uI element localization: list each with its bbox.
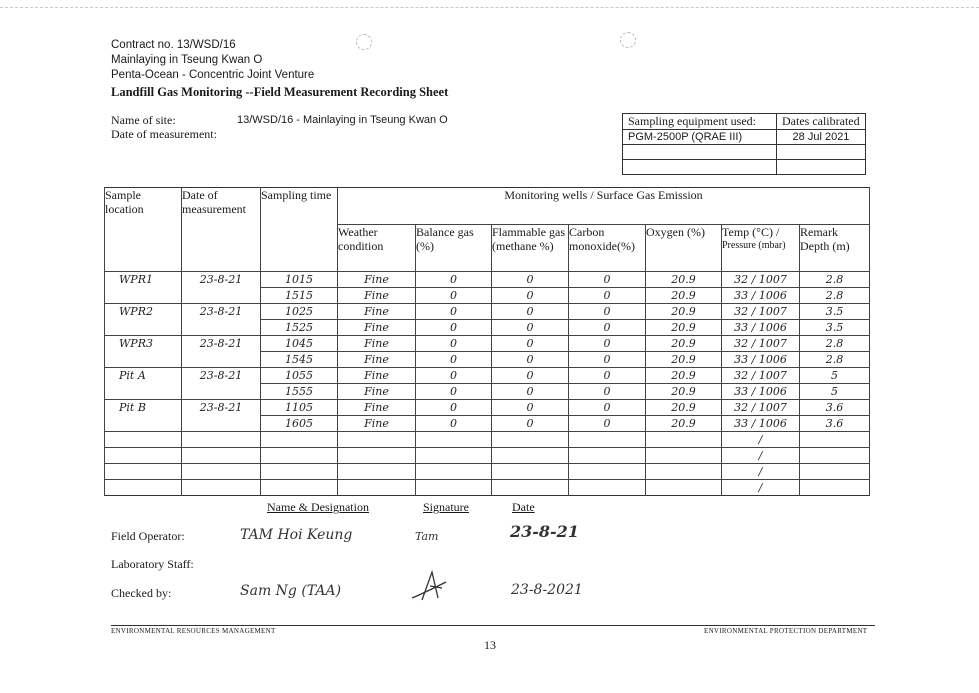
calibration-header: Dates calibrated: [777, 114, 866, 130]
flammable-gas-cell: 0: [492, 416, 569, 432]
time-cell: 1045: [261, 336, 338, 352]
equipment-header: Sampling equipment used:: [623, 114, 777, 130]
location-cell: [105, 448, 182, 464]
temp-pressure-cell: 33 / 1006: [722, 416, 800, 432]
oxygen-cell: 20.9: [646, 352, 722, 368]
location-cell: [105, 384, 182, 400]
date-cell: 23-8-21: [182, 304, 261, 320]
location-cell: [105, 352, 182, 368]
monitoring-group-header: Monitoring wells / Surface Gas Emission: [338, 188, 870, 225]
table-row: [105, 288, 870, 304]
table-row: [105, 400, 870, 416]
remark-depth-cell: [800, 432, 870, 448]
remark-depth-cell: 2.8: [800, 288, 870, 304]
footer-right: ENVIRONMENTAL PROTECTION DEPARTMENT: [704, 627, 868, 635]
equipment-cell: [623, 145, 777, 160]
carbon-monoxide-cell: 0: [569, 416, 646, 432]
footer-rule: [111, 625, 875, 626]
location-cell: WPR3: [105, 336, 182, 352]
time-cell: 1105: [261, 400, 338, 416]
flammable-gas-cell: 0: [492, 368, 569, 384]
time-cell: 1015: [261, 272, 338, 288]
carbon-monoxide-cell: [569, 480, 646, 496]
sheet-title: Landfill Gas Monitoring --Field Measurement Recording Sheet: [111, 85, 449, 99]
oxygen-cell: 20.9: [646, 368, 722, 384]
oxygen-cell: 20.9: [646, 304, 722, 320]
balance-gas-cell: [416, 480, 492, 496]
field-operator-label: Field Operator:: [111, 529, 185, 543]
time-cell: 1055: [261, 368, 338, 384]
location-cell: Pit B: [105, 400, 182, 416]
date-cell: [182, 288, 261, 304]
table-row: [105, 336, 870, 352]
col-temp-pressure: [722, 225, 800, 272]
page-number: 13: [484, 638, 496, 652]
scan-mark-icon: [356, 34, 372, 50]
date-cell: [182, 464, 261, 480]
temp-pressure-cell: 32 / 1007: [722, 400, 800, 416]
location-cell: WPR2: [105, 304, 182, 320]
date-cell: [182, 416, 261, 432]
temp-pressure-cell: 33 / 1006: [722, 384, 800, 400]
signature-header: Signature: [423, 500, 469, 514]
time-cell: [261, 464, 338, 480]
date-cell: 23-8-21: [182, 336, 261, 352]
carbon-monoxide-cell: 0: [569, 336, 646, 352]
time-cell: [261, 480, 338, 496]
remark-depth-cell: 2.8: [800, 272, 870, 288]
flammable-gas-cell: 0: [492, 272, 569, 288]
col-sample-location: Sample location: [105, 188, 182, 272]
site-name-value: 13/WSD/16 - Mainlaying in Tseung Kwan O: [237, 114, 448, 126]
balance-gas-cell: 0: [416, 368, 492, 384]
oxygen-cell: 20.9: [646, 416, 722, 432]
oxygen-cell: 20.9: [646, 272, 722, 288]
col-flammable-gas: Flammable gas (methane %): [492, 225, 569, 272]
balance-gas-cell: 0: [416, 320, 492, 336]
checked-by-name: Sam Ng (TAA): [240, 583, 342, 599]
weather-cell: [338, 448, 416, 464]
remark-depth-cell: [800, 464, 870, 480]
name-designation-header: Name & Designation: [267, 500, 369, 514]
temp-pressure-cell: 32 / 1007: [722, 368, 800, 384]
time-cell: 1515: [261, 288, 338, 304]
date-cell: [182, 384, 261, 400]
col-weather: Weather condition: [338, 225, 416, 272]
weather-cell: Fine: [338, 272, 416, 288]
oxygen-cell: 20.9: [646, 384, 722, 400]
carbon-monoxide-cell: [569, 464, 646, 480]
carbon-monoxide-cell: 0: [569, 288, 646, 304]
date-cell: 23-8-21: [182, 368, 261, 384]
equipment-cell: [623, 160, 777, 175]
date-cell: [182, 320, 261, 336]
flammable-gas-cell: 0: [492, 336, 569, 352]
calibration-date-cell: [777, 145, 866, 160]
weather-cell: Fine: [338, 288, 416, 304]
location-cell: Pit A: [105, 368, 182, 384]
table-row: [105, 480, 870, 496]
remark-depth-cell: 2.8: [800, 352, 870, 368]
carbon-monoxide-cell: 0: [569, 384, 646, 400]
flammable-gas-cell: [492, 480, 569, 496]
weather-cell: [338, 464, 416, 480]
weather-cell: Fine: [338, 336, 416, 352]
flammable-gas-cell: 0: [492, 320, 569, 336]
weather-cell: Fine: [338, 352, 416, 368]
pressure-label: Pressure (mbar): [722, 240, 786, 251]
flammable-gas-cell: [492, 448, 569, 464]
remark-depth-cell: 3.6: [800, 400, 870, 416]
temp-pressure-cell: 32 / 1007: [722, 272, 800, 288]
flammable-gas-cell: 0: [492, 400, 569, 416]
date-cell: [182, 480, 261, 496]
oxygen-cell: 20.9: [646, 336, 722, 352]
carbon-monoxide-cell: 0: [569, 320, 646, 336]
carbon-monoxide-cell: [569, 448, 646, 464]
table-row: [105, 368, 870, 384]
calibration-date-cell: 28 Jul 2021: [777, 130, 866, 145]
oxygen-cell: 20.9: [646, 288, 722, 304]
table-row: [105, 416, 870, 432]
depth-label: Depth (m): [800, 239, 850, 253]
remark-label: Remark: [800, 225, 838, 239]
location-cell: [105, 432, 182, 448]
field-operator-name: TAM Hoi Keung: [240, 527, 353, 543]
weather-cell: Fine: [338, 304, 416, 320]
col-carbon-monoxide: Carbon monoxide(%): [569, 225, 646, 272]
date-cell: [182, 432, 261, 448]
field-operator-signature: Tam: [415, 530, 439, 543]
col-oxygen: Oxygen (%): [646, 225, 722, 272]
time-cell: 1525: [261, 320, 338, 336]
weather-cell: Fine: [338, 384, 416, 400]
table-row: [105, 464, 870, 480]
balance-gas-cell: [416, 448, 492, 464]
location-cell: [105, 464, 182, 480]
remark-depth-cell: 2.8: [800, 336, 870, 352]
table-row: [105, 352, 870, 368]
temp-pressure-cell: /: [722, 464, 800, 480]
date-cell: [182, 448, 261, 464]
contract-number: Contract no. 13/WSD/16: [111, 39, 236, 51]
balance-gas-cell: 0: [416, 384, 492, 400]
balance-gas-cell: [416, 432, 492, 448]
temp-pressure-cell: 33 / 1006: [722, 352, 800, 368]
carbon-monoxide-cell: [569, 432, 646, 448]
time-cell: 1545: [261, 352, 338, 368]
lab-staff-label: Laboratory Staff:: [111, 557, 194, 571]
weather-cell: Fine: [338, 320, 416, 336]
flammable-gas-cell: 0: [492, 288, 569, 304]
checked-by-signature-icon: [408, 568, 452, 604]
date-header: Date: [512, 500, 535, 514]
carbon-monoxide-cell: 0: [569, 304, 646, 320]
flammable-gas-cell: [492, 464, 569, 480]
temp-pressure-cell: 32 / 1007: [722, 304, 800, 320]
balance-gas-cell: 0: [416, 400, 492, 416]
date-of-measurement-label: Date of measurement:: [111, 127, 217, 141]
footer-left: ENVIRONMENTAL RESOURCES MANAGEMENT: [111, 627, 276, 635]
remark-depth-cell: 5: [800, 384, 870, 400]
temp-pressure-cell: /: [722, 448, 800, 464]
checked-by-date: 23-8-2021: [511, 582, 583, 598]
flammable-gas-cell: 0: [492, 384, 569, 400]
carbon-monoxide-cell: 0: [569, 368, 646, 384]
top-border-line: [0, 7, 979, 8]
oxygen-cell: [646, 448, 722, 464]
carbon-monoxide-cell: 0: [569, 352, 646, 368]
oxygen-cell: [646, 480, 722, 496]
remark-depth-cell: 3.6: [800, 416, 870, 432]
location-cell: WPR1: [105, 272, 182, 288]
time-cell: [261, 432, 338, 448]
balance-gas-cell: 0: [416, 416, 492, 432]
joint-venture: Penta-Ocean - Concentric Joint Venture: [111, 69, 315, 81]
project-name: Mainlaying in Tseung Kwan O: [111, 54, 263, 66]
location-cell: [105, 288, 182, 304]
remark-depth-cell: 3.5: [800, 304, 870, 320]
equipment-cell: PGM-2500P (QRAE III): [623, 130, 777, 145]
table-row: [105, 304, 870, 320]
col-sampling-time: Sampling time: [261, 188, 338, 272]
balance-gas-cell: [416, 464, 492, 480]
measurement-table: [104, 187, 870, 496]
weather-cell: Fine: [338, 368, 416, 384]
remark-depth-cell: [800, 480, 870, 496]
date-cell: [182, 352, 261, 368]
remark-depth-cell: [800, 448, 870, 464]
time-cell: 1605: [261, 416, 338, 432]
flammable-gas-cell: 0: [492, 352, 569, 368]
weather-cell: [338, 432, 416, 448]
col-balance-gas: Balance gas (%): [416, 225, 492, 272]
balance-gas-cell: 0: [416, 304, 492, 320]
weather-cell: [338, 480, 416, 496]
remark-depth-cell: 3.5: [800, 320, 870, 336]
oxygen-cell: [646, 464, 722, 480]
field-operator-date: 23-8-21: [510, 522, 579, 541]
checked-by-label: Checked by:: [111, 586, 172, 600]
temp-pressure-cell: /: [722, 432, 800, 448]
time-cell: 1025: [261, 304, 338, 320]
site-name-label: Name of site:: [111, 113, 176, 127]
remark-depth-cell: 5: [800, 368, 870, 384]
calibration-date-cell: [777, 160, 866, 175]
oxygen-cell: 20.9: [646, 400, 722, 416]
scan-mark-icon: [620, 32, 636, 48]
table-row: [105, 384, 870, 400]
flammable-gas-cell: [492, 432, 569, 448]
location-cell: [105, 480, 182, 496]
carbon-monoxide-cell: 0: [569, 272, 646, 288]
carbon-monoxide-cell: 0: [569, 400, 646, 416]
temp-pressure-cell: 33 / 1006: [722, 320, 800, 336]
col-date-of-measurement: Date of measurement: [182, 188, 261, 272]
temp-pressure-cell: 32 / 1007: [722, 336, 800, 352]
date-cell: 23-8-21: [182, 400, 261, 416]
table-row: [105, 432, 870, 448]
date-cell: 23-8-21: [182, 272, 261, 288]
table-row: [105, 448, 870, 464]
location-cell: [105, 416, 182, 432]
time-cell: 1555: [261, 384, 338, 400]
balance-gas-cell: 0: [416, 352, 492, 368]
temp-label: Temp (°C) /: [722, 225, 780, 239]
oxygen-cell: 20.9: [646, 320, 722, 336]
weather-cell: Fine: [338, 400, 416, 416]
table-row: [105, 272, 870, 288]
location-cell: [105, 320, 182, 336]
equipment-table: [622, 113, 866, 175]
weather-cell: Fine: [338, 416, 416, 432]
flammable-gas-cell: 0: [492, 304, 569, 320]
temp-pressure-cell: 33 / 1006: [722, 288, 800, 304]
balance-gas-cell: 0: [416, 272, 492, 288]
oxygen-cell: [646, 432, 722, 448]
table-row: [105, 320, 870, 336]
temp-pressure-cell: /: [722, 480, 800, 496]
balance-gas-cell: 0: [416, 336, 492, 352]
col-remark: [800, 225, 870, 272]
balance-gas-cell: 0: [416, 288, 492, 304]
time-cell: [261, 448, 338, 464]
